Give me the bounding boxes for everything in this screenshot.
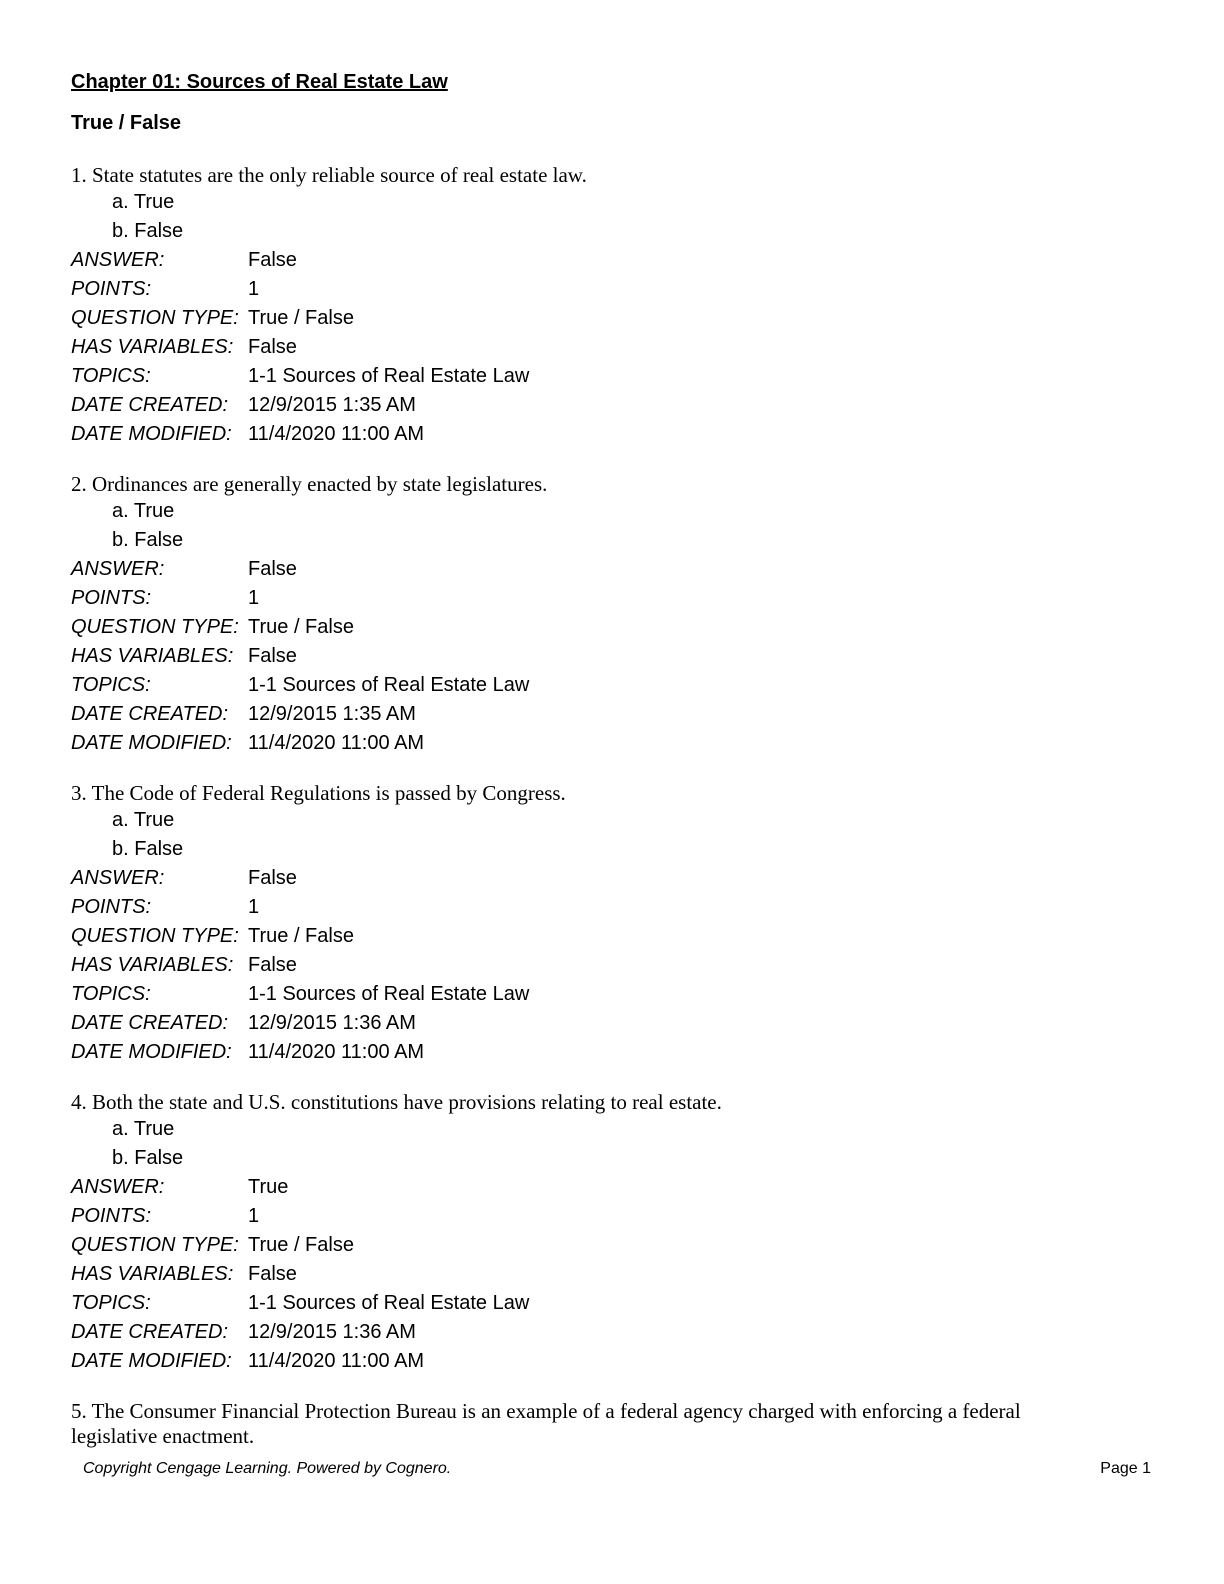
question-type-row: [71, 613, 1151, 642]
question-type-value: True / False: [248, 307, 354, 329]
topics-value: 1-1 Sources of Real Estate Law: [248, 365, 530, 387]
question-stem: 5. The Consumer Financial Protection Bureau is an example of a federal agency charged with enforcing a federal legislative enactment.: [71, 1399, 1021, 1448]
date-modified-label: DATE MODIFIED:: [71, 423, 232, 445]
question-3: [71, 781, 1151, 1067]
topics-label: TOPICS:: [71, 1292, 151, 1314]
date-created-label: DATE CREATED:: [71, 1012, 229, 1034]
footer-page-number: Page 1: [1100, 1460, 1151, 1477]
has-variables-row: [71, 1260, 1151, 1289]
points-label: POINTS:: [71, 587, 152, 609]
answer-row: [71, 555, 1151, 584]
question-type-value: True / False: [248, 616, 354, 638]
answer-value: False: [248, 249, 297, 271]
question-type-label: QUESTION TYPE:: [71, 307, 239, 329]
has-variables-label: HAS VARIABLES:: [71, 645, 234, 667]
question-type-value: True / False: [248, 925, 354, 947]
topics-row: [71, 362, 1151, 391]
topics-value: 1-1 Sources of Real Estate Law: [248, 674, 530, 696]
date-modified-value: 11/4/2020 11:00 AM: [248, 732, 425, 754]
answer-label: ANSWER:: [71, 249, 165, 271]
question-5: [71, 1399, 1081, 1449]
points-row: [71, 1202, 1151, 1231]
points-label: POINTS:: [71, 278, 152, 300]
points-value: 1: [248, 587, 260, 609]
points-row: [71, 275, 1151, 304]
answer-label: ANSWER:: [71, 867, 165, 889]
answer-value: False: [248, 558, 297, 580]
topics-value: 1-1 Sources of Real Estate Law: [248, 1292, 530, 1314]
date-created-value: 12/9/2015 1:36 AM: [248, 1321, 416, 1343]
topics-row: [71, 1289, 1151, 1318]
points-row: [71, 893, 1151, 922]
date-modified-label: DATE MODIFIED:: [71, 1350, 232, 1372]
topics-row: [71, 671, 1151, 700]
date-modified-label: DATE MODIFIED:: [71, 732, 232, 754]
topics-label: TOPICS:: [71, 983, 151, 1005]
date-modified-value: 11/4/2020 11:00 AM: [248, 423, 425, 445]
answer-value: False: [248, 867, 297, 889]
question-type-row: [71, 922, 1151, 951]
points-row: [71, 584, 1151, 613]
choice-b: b. False: [112, 838, 184, 860]
date-modified-value: 11/4/2020 11:00 AM: [248, 1041, 425, 1063]
has-variables-label: HAS VARIABLES:: [71, 336, 234, 358]
has-variables-row: [71, 642, 1151, 671]
date-modified-row: [71, 1038, 1151, 1067]
has-variables-value: False: [248, 954, 297, 976]
question-type-label: QUESTION TYPE:: [71, 1234, 239, 1256]
question-type-value: True / False: [248, 1234, 354, 1256]
date-modified-row: [71, 729, 1151, 758]
date-created-label: DATE CREATED:: [71, 703, 229, 725]
answer-row: [71, 1173, 1151, 1202]
points-label: POINTS:: [71, 896, 152, 918]
date-created-label: DATE CREATED:: [71, 1321, 229, 1343]
answer-label: ANSWER:: [71, 558, 165, 580]
points-value: 1: [248, 896, 260, 918]
question-stem: 2. Ordinances are generally enacted by state legislatures.: [71, 472, 548, 496]
question-stem: 4. Both the state and U.S. constitutions have provisions relating to real estate.: [71, 1090, 722, 1114]
date-modified-value: 11/4/2020 11:00 AM: [248, 1350, 425, 1372]
topics-row: [71, 980, 1151, 1009]
has-variables-value: False: [248, 336, 297, 358]
choice-a: a. True: [112, 1118, 175, 1140]
has-variables-value: False: [248, 1263, 297, 1285]
footer-copyright: Copyright Cengage Learning. Powered by Cognero.: [83, 1460, 452, 1477]
date-modified-row: [71, 420, 1151, 449]
topics-label: TOPICS:: [71, 674, 151, 696]
date-created-value: 12/9/2015 1:35 AM: [248, 703, 416, 725]
date-created-value: 12/9/2015 1:35 AM: [248, 394, 416, 416]
choice-a: a. True: [112, 809, 175, 831]
points-value: 1: [248, 1205, 260, 1227]
question-type-label: QUESTION TYPE:: [71, 616, 239, 638]
question-4: [71, 1090, 1151, 1376]
choice-a: a. True: [112, 191, 175, 213]
choice-b: b. False: [112, 220, 184, 242]
chapter-title: Chapter 01: Sources of Real Estate Law: [71, 71, 448, 93]
question-stem: 1. State statutes are the only reliable source of real estate law.: [71, 163, 587, 187]
points-value: 1: [248, 278, 260, 300]
date-modified-label: DATE MODIFIED:: [71, 1041, 232, 1063]
question-type-row: [71, 1231, 1151, 1260]
topics-label: TOPICS:: [71, 365, 151, 387]
answer-label: ANSWER:: [71, 1176, 165, 1198]
has-variables-row: [71, 951, 1151, 980]
choice-b: b. False: [112, 529, 184, 551]
choice-b: b. False: [112, 1147, 184, 1169]
question-type-row: [71, 304, 1151, 333]
answer-value: True: [248, 1176, 289, 1198]
date-created-row: [71, 700, 1151, 729]
topics-value: 1-1 Sources of Real Estate Law: [248, 983, 530, 1005]
answer-row: [71, 864, 1151, 893]
date-created-label: DATE CREATED:: [71, 394, 229, 416]
has-variables-label: HAS VARIABLES:: [71, 1263, 234, 1285]
date-created-value: 12/9/2015 1:36 AM: [248, 1012, 416, 1034]
has-variables-row: [71, 333, 1151, 362]
date-created-row: [71, 1009, 1151, 1038]
question-type-label: QUESTION TYPE:: [71, 925, 239, 947]
points-label: POINTS:: [71, 1205, 152, 1227]
date-created-row: [71, 391, 1151, 420]
choice-a: a. True: [112, 500, 175, 522]
date-created-row: [71, 1318, 1151, 1347]
answer-row: [71, 246, 1151, 275]
question-1: [71, 163, 1151, 449]
section-title: True / False: [71, 112, 182, 134]
question-2: [71, 472, 1151, 758]
has-variables-value: False: [248, 645, 297, 667]
has-variables-label: HAS VARIABLES:: [71, 954, 234, 976]
date-modified-row: [71, 1347, 1151, 1376]
question-stem: 3. The Code of Federal Regulations is passed by Congress.: [71, 781, 566, 805]
